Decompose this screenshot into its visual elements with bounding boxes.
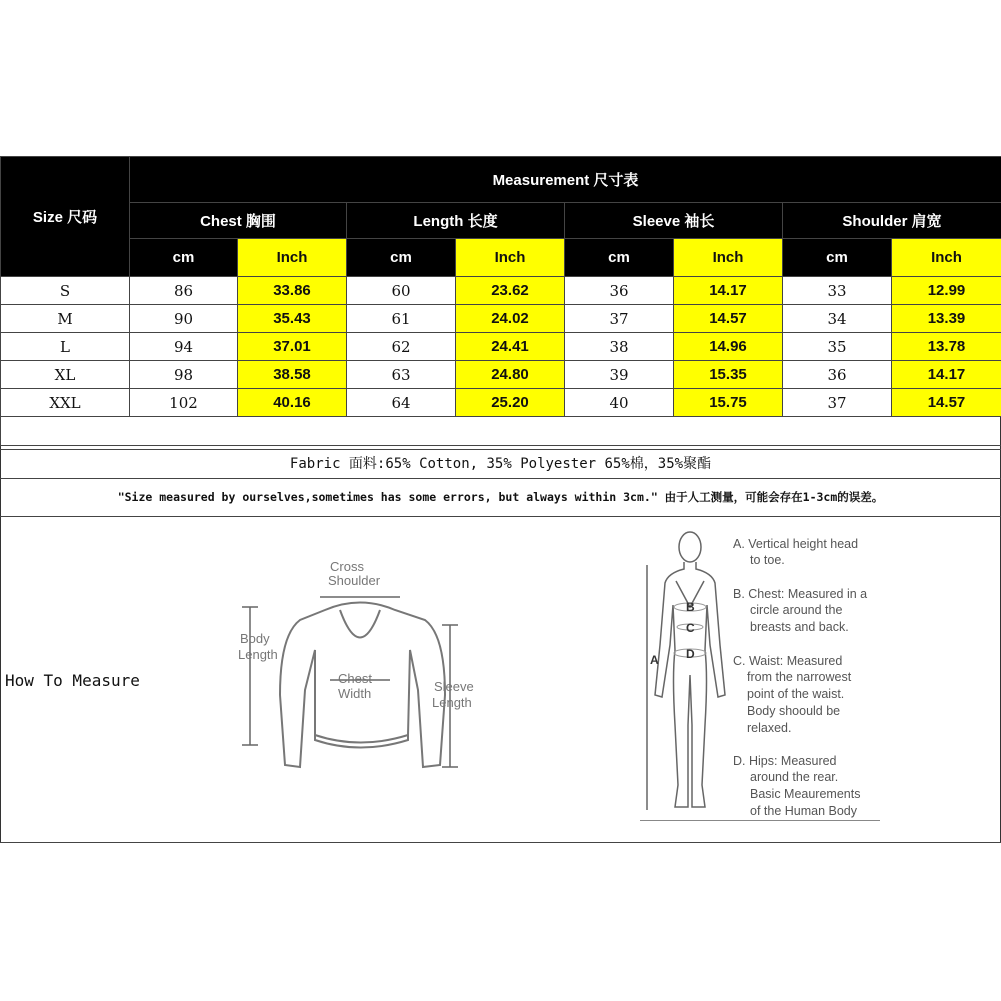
cm-cell: 36 [783,361,892,389]
note-c-line: C. Waist: Measured [733,654,843,668]
note-b-line: B. Chest: Measured in a [733,587,868,601]
inch-cell: 15.75 [674,389,783,417]
body-diagram [640,525,740,825]
body-length-label: Body [240,631,270,646]
body-notes [730,532,910,822]
spacer-row [1,417,1001,446]
cm-cell: 35 [783,333,892,361]
measurement-header: Measurement 尺寸表 [130,157,1001,203]
shoulder-header: Shoulder 肩宽 [783,203,1001,239]
length-header: Length 长度 [347,203,565,239]
cm-cell: 98 [130,361,238,389]
cm-cell: 86 [130,277,238,305]
inch-cell: 24.02 [456,305,565,333]
cm-cell: 39 [565,361,674,389]
size-cell: L [1,333,130,361]
note-c-line: Body shoould be [747,704,841,718]
unit-cm: cm [783,239,892,277]
cm-cell: 40 [565,389,674,417]
measurement-disclaimer: "Size measured by ourselves,sometimes has some errors, but always within 3cm." 由于人工测量，可能会存在1-3cm的误差。 [0,479,1001,517]
chest-width-label: Width [338,686,372,701]
table-row [1,333,1001,361]
label-d: D [686,647,695,661]
inch-cell: 14.17 [674,277,783,305]
inch-cell: 35.43 [238,305,347,333]
unit-cm: cm [347,239,456,277]
cm-cell: 37 [783,389,892,417]
size-cell: XL [1,361,130,389]
label-c: C [686,621,695,635]
note-d-line: D. Hips: Measured [733,754,837,768]
inch-cell: 14.57 [674,305,783,333]
cm-cell: 60 [347,277,456,305]
table-row [1,305,1001,333]
cm-cell: 61 [347,305,456,333]
label-b: B [686,600,695,614]
inch-cell: 25.20 [456,389,565,417]
body-head [679,532,701,562]
sleeve-length-label: Sleeve [434,679,474,694]
inch-cell: 37.01 [238,333,347,361]
cm-cell: 63 [347,361,456,389]
note-c-line: point of the waist. [747,687,845,701]
sleeve-length-label: Length [432,695,472,710]
shirt-neckline [340,610,380,638]
label-a: A [650,653,659,667]
unit-inch: Inch [456,239,565,277]
chest-header: Chest 胸围 [130,203,347,239]
inch-cell: 14.57 [892,389,1001,417]
cross-shoulder-label: Cross [330,559,364,574]
shirt-diagram [230,555,490,785]
cm-cell: 37 [565,305,674,333]
note-b-line: circle around the [750,603,843,617]
table-row [1,277,1001,305]
cm-cell: 94 [130,333,238,361]
note-d-line: Basic Meaurements [750,787,861,801]
inch-cell: 15.35 [674,361,783,389]
size-cell: S [1,277,130,305]
inch-cell: 24.80 [456,361,565,389]
cross-shoulder-label: Shoulder [328,573,381,588]
cm-cell: 38 [565,333,674,361]
inch-cell: 12.99 [892,277,1001,305]
inch-cell: 38.58 [238,361,347,389]
note-a-line: A. Vertical height head [733,537,859,551]
inch-cell: 23.62 [456,277,565,305]
unit-cm: cm [130,239,238,277]
inch-cell: 13.39 [892,305,1001,333]
size-header: Size 尺码 [1,157,130,277]
inch-cell: 14.17 [892,361,1001,389]
chest-width-label: Chest [338,671,372,686]
cm-cell: 64 [347,389,456,417]
note-b-line: breasts and back. [750,620,849,634]
inch-cell: 13.78 [892,333,1001,361]
unit-cm: cm [565,239,674,277]
table-row [1,361,1001,389]
unit-inch: Inch [238,239,347,277]
size-cell: M [1,305,130,333]
size-table [0,156,1001,446]
cm-cell: 62 [347,333,456,361]
note-c-line: from the narrowest [747,670,852,684]
inch-cell: 24.41 [456,333,565,361]
note-d-line: around the rear. [750,770,839,784]
cm-cell: 33 [783,277,892,305]
inch-cell: 40.16 [238,389,347,417]
cm-cell: 34 [783,305,892,333]
cm-cell: 102 [130,389,238,417]
fabric-composition: Fabric 面料:65% Cotton, 35% Polyester 65%棉，35%聚酯 [0,449,1001,479]
note-a-line: to toe. [750,553,785,567]
size-cell: XXL [1,389,130,417]
inch-cell: 33.86 [238,277,347,305]
note-c-line: relaxed. [747,721,792,735]
sleeve-header: Sleeve 袖长 [565,203,783,239]
cm-cell: 90 [130,305,238,333]
body-outline [655,562,725,807]
unit-inch: Inch [892,239,1001,277]
cm-cell: 36 [565,277,674,305]
inch-cell: 14.96 [674,333,783,361]
body-length-label: Length [238,647,278,662]
table-row [1,389,1001,417]
unit-inch: Inch [674,239,783,277]
note-d-line: of the Human Body [750,804,858,818]
how-to-measure-label: How To Measure [5,671,140,690]
